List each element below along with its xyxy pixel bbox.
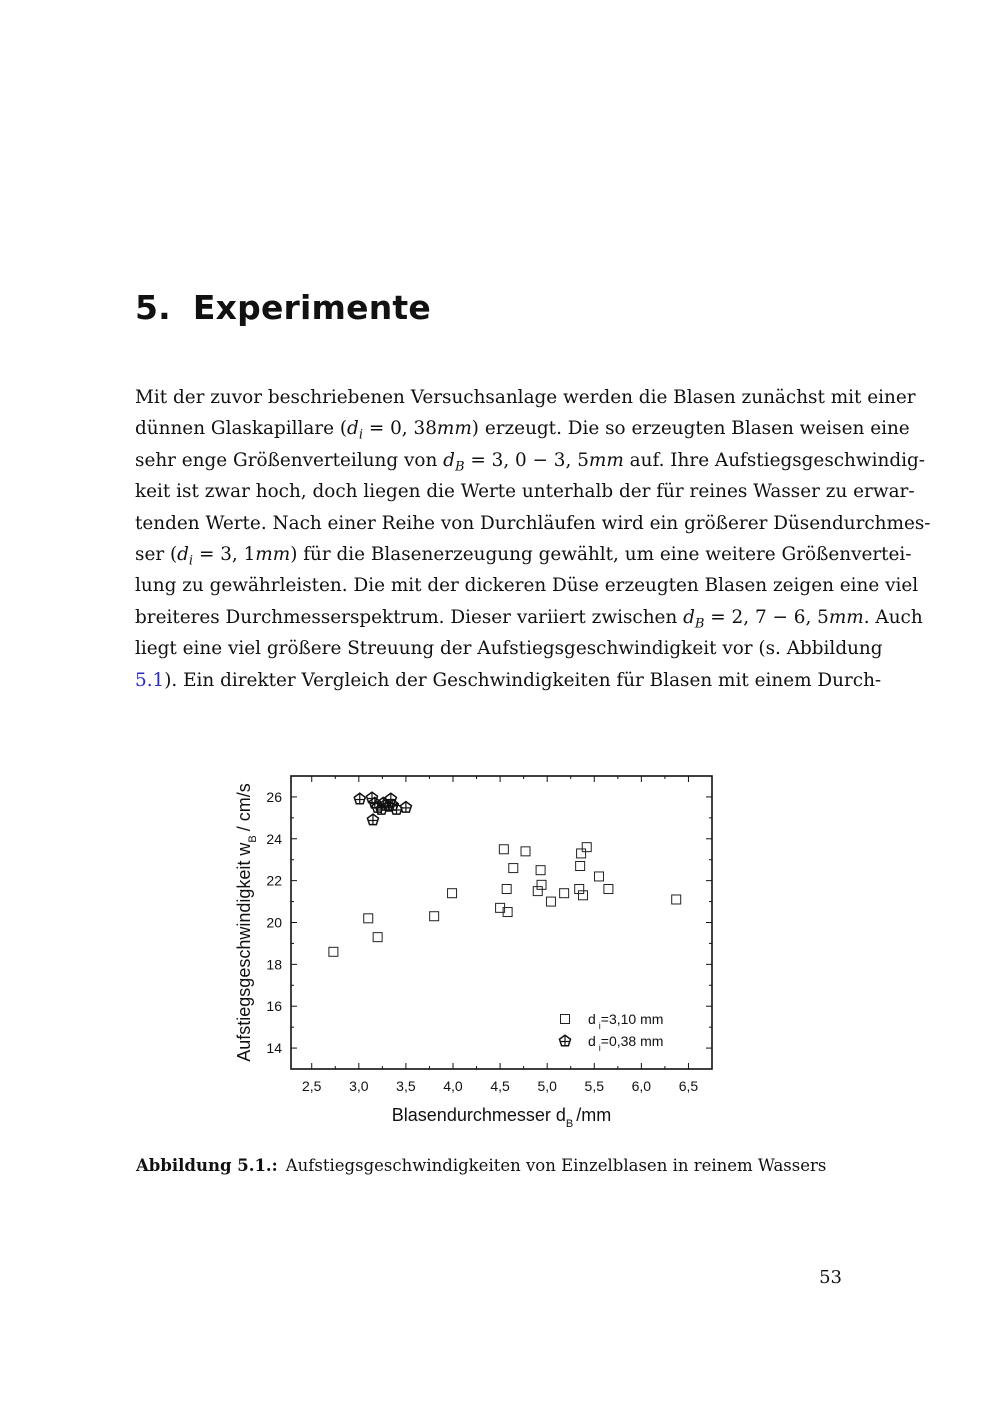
data-point-di-310 — [536, 866, 545, 875]
x-tick-label: 3,0 — [349, 1078, 369, 1094]
data-point-di-310 — [502, 885, 511, 894]
x-tick-label: 5,0 — [537, 1078, 557, 1094]
y-tick-label: 20 — [266, 914, 282, 931]
data-point-di-310 — [509, 864, 518, 873]
figure-caption — [136, 1156, 826, 1175]
paragraph-text: d — [347, 418, 359, 440]
paragraph-text: i — [358, 428, 363, 444]
y-tick-label: 22 — [266, 872, 282, 889]
paragraph-text: mm — [436, 418, 472, 440]
legend-label-sub: i — [598, 1021, 601, 1031]
paragraph-text: dünnen Glaskapillare ( — [135, 418, 348, 440]
data-point-di-310 — [537, 880, 546, 889]
paragraph-text: d — [683, 606, 695, 628]
legend-label-rest: =3,10 mm — [600, 1011, 664, 1027]
x-tick-label: 4,0 — [443, 1078, 463, 1094]
data-point-di-310 — [604, 885, 613, 894]
paragraph-text: = 3, 0 − 3, 5 — [464, 449, 589, 471]
data-point-di-310 — [499, 845, 508, 854]
paragraph-line — [135, 633, 883, 664]
data-point-di-038 — [385, 793, 396, 804]
y-axis-label-unit: / cm/s — [234, 783, 254, 832]
paragraph-text: d — [177, 543, 189, 565]
paragraph-text: tenden Werte. Nach einer Reihe von Durchläufen wird ein größerer Düsendurchmes- — [135, 512, 931, 534]
data-point-di-310 — [594, 872, 603, 881]
paragraph-text: liegt eine viel größere Streuung der Aufstiegsgeschwindigkeit vor (s. Abbildung — [135, 638, 883, 660]
legend-label — [588, 1011, 663, 1031]
y-axis-label-sub: B — [247, 835, 259, 843]
chapter-number: 5. — [135, 288, 171, 327]
paragraph-text: ser ( — [135, 543, 178, 565]
paragraph-text: = 3, 1 — [193, 543, 256, 565]
legend-label-main: d — [588, 1011, 596, 1027]
scatter-chart — [225, 765, 725, 1140]
data-point-di-038 — [354, 793, 365, 804]
data-point-di-310 — [329, 947, 338, 956]
paragraph-line — [135, 476, 915, 507]
y-axis-label — [234, 783, 259, 1061]
y-tick-label: 24 — [266, 830, 282, 847]
paragraph-text: ). Ein direkter Vergleich der Geschwindigkeiten für Blasen mit einem Durch- — [164, 669, 882, 691]
x-axis-label-unit: /mm — [576, 1105, 612, 1125]
chapter-heading — [135, 288, 431, 327]
paragraph-text: = 2, 7 − 6, 5 — [704, 606, 829, 628]
paragraph-text: = 0, 38 — [363, 418, 437, 440]
caption-label: Abbildung 5.1.: — [136, 1156, 278, 1175]
page-number: 53 — [819, 1267, 842, 1288]
paragraph-line — [135, 508, 931, 539]
x-axis-label-sub: B — [565, 1118, 574, 1130]
legend-label — [588, 1033, 663, 1053]
paragraph-line — [135, 570, 919, 601]
paragraph-text: d — [443, 449, 455, 471]
x-tick-label: 5,5 — [584, 1078, 605, 1094]
data-point-di-310 — [430, 912, 439, 921]
paragraph-line — [135, 445, 926, 476]
x-tick-label: 6,5 — [678, 1078, 699, 1094]
x-tick-label: 2,5 — [301, 1078, 322, 1094]
paragraph-text: . Auch — [863, 606, 923, 628]
x-tick-label: 6,0 — [631, 1078, 652, 1094]
paragraph-line — [135, 382, 916, 413]
paragraph-text: B — [694, 616, 705, 632]
chapter-title: Experimente — [192, 288, 431, 327]
x-tick-label: 4,5 — [490, 1078, 510, 1094]
data-point-di-310 — [533, 887, 542, 896]
legend-marker-square — [561, 1015, 570, 1024]
y-tick-label: 26 — [266, 788, 282, 805]
data-point-di-310 — [448, 889, 457, 898]
paragraph-text: Mit der zuvor beschriebenen Versuchsanlage werden die Blasen zunächst mit einer — [135, 387, 916, 408]
y-tick-label: 16 — [266, 998, 282, 1015]
data-point-di-310 — [576, 861, 585, 870]
data-point-di-310 — [575, 885, 584, 894]
paragraph-text: i — [188, 553, 194, 569]
data-point-di-310 — [578, 891, 587, 900]
paragraph-text: mm — [255, 543, 291, 565]
data-point-di-310 — [521, 847, 530, 856]
y-tick-label: 14 — [266, 1040, 282, 1057]
data-point-di-310 — [582, 843, 591, 852]
legend-marker-pentagon — [559, 1035, 570, 1046]
paragraph-text: breiteres Durchmesserspektrum. Dieser variiert zwischen — [135, 606, 684, 628]
figure — [225, 765, 725, 1145]
y-tick-label: 18 — [266, 956, 282, 973]
data-point-di-310 — [546, 897, 555, 906]
data-point-di-310 — [364, 914, 373, 923]
paragraph-text: ) für die Blasenerzeugung gewählt, um eine weitere Größenvertei- — [290, 543, 912, 565]
paragraph-line — [135, 539, 912, 570]
paragraph-line — [135, 413, 910, 444]
paragraph-text: mm — [588, 449, 624, 471]
paragraph-text: B — [454, 459, 465, 475]
data-point-di-038 — [367, 814, 378, 825]
y-axis-label-main: Aufstiegsgeschwindigkeit w — [234, 842, 254, 1062]
data-point-di-310 — [560, 889, 569, 898]
paragraph-line — [135, 602, 923, 633]
paragraph-text: sehr enge Größenverteilung von — [135, 449, 444, 471]
x-axis-label-main: Blasendurchmesser d — [391, 1105, 566, 1125]
data-point-di-310 — [577, 849, 586, 858]
paragraph-line — [135, 665, 882, 696]
paragraph-text: keit ist zwar hoch, doch liegen die Werte unterhalb der für reines Wasser zu erwar- — [135, 481, 915, 503]
legend-label-rest: =0,38 mm — [600, 1033, 664, 1049]
data-point-di-310 — [672, 895, 681, 904]
legend-label-main: d — [588, 1033, 596, 1049]
paragraph-text: ) erzeugt. Die so erzeugten Blasen weisen eine — [471, 418, 910, 440]
paragraph-text: lung zu gewährleisten. Die mit der dickeren Düse erzeugten Blasen zeigen eine viel — [135, 575, 919, 597]
body-paragraph — [135, 382, 931, 696]
legend-label-sub: i — [598, 1043, 601, 1053]
paragraph-text: mm — [828, 606, 864, 628]
data-point-di-310 — [373, 933, 382, 942]
figure-reference-link[interactable]: 5.1 — [135, 669, 165, 691]
paragraph-text: auf. Ihre Aufstiegsgeschwindig- — [623, 449, 926, 471]
x-axis-label — [392, 1105, 611, 1130]
x-tick-label: 3,5 — [396, 1078, 416, 1094]
caption-text: Aufstiegsgeschwindigkeiten von Einzelblasen in reinem Wassers — [285, 1156, 827, 1175]
